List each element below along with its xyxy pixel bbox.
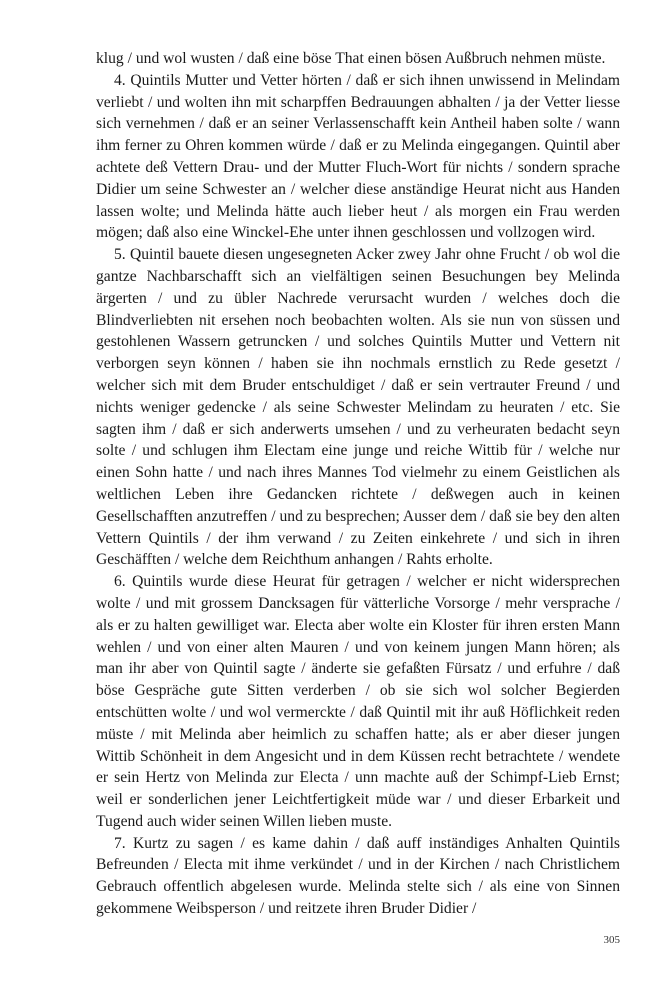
paragraph-continuation: klug / und wol wusten / daß eine böse That einen bösen Außbruch nehmen müste.	[96, 50, 606, 67]
body-text	[96, 48, 620, 920]
page-number: 305	[603, 934, 620, 946]
paragraph-4: 4. Quintils Mutter und Vetter hörten / daß er sich ihnen unwissend in Melindam verliebt / und wolten ihn mit scharpffen Bedrauungen abhalten / ja der Vetter liesse sich vernehmen / daß er an seiner Verlassenschafft kein Antheil haben solte / wann ihm ferner zu Ohren kommen würde / daß er zu Melinda eingegangen. Quintil aber achtete deß Vettern Drau- und der Mutter Fluch-Wort für nichts / sondern sprache Didier um seine Schwester an / welcher diese anständige Heurat nicht aus Handen lassen wolte; und Melinda hätte auch lieber heut / als morgen ein Frau werden mögen; daß also eine Winckel-Ehe unter ihnen geschlossen und vollzogen wird.	[96, 71, 620, 242]
paragraph-7: 7. Kurtz zu sagen / es kame dahin / daß auff inständiges Anhalten Quintils Befreunden / Electa mit ihme verkündet / und in der Kirchen / nach Christlichem Gebrauch offentlich abgelesen wurde. Melinda stelte sich / als eine von Sinnen gekommene Weibsperson / und reitzete ihren Bruder Didier /	[96, 834, 620, 918]
paragraph-6: 6. Quintils wurde diese Heurat für getragen / welcher er nicht widersprechen wolte / und mit grossem Dancksagen für vätterliche Vorsorge / mehr versprache / als er zu halten gewilliget war. Electa aber wolte ein Kloster für ihren ersten Mann wehlen / und von einer alten Mauren / und von keinem jungen Mann hören; als man ihr aber von Quintil sagte / änderte sie gefaßten Fürsatz / und erfuhre / daß böse Gespräche gute Sitten verderben / ob sie sich wol solcher Begierden entschütten wolte / und wol vermerckte / daß Quintil mit ihr auß Höflichkeit reden müste / mit Melinda aber heimlich zu schaffen hatte; als er aber dieser jungen Wittib Schönheit in dem Angesicht und in dem Küssen recht betrachtete / wendete er sein Hertz von Melinda zur Electa / unn machte auß der Schimpf-Lieb Ernst; weil er sonderlichen jener Leichtfertigkeit müde war / und dieser Erbarkeit und Tugend auch wider seinen Willen lieben muste.	[96, 573, 620, 830]
paragraph-5: 5. Quintil bauete diesen ungesegneten Acker zwey Jahr ohne Frucht / ob wol die gantze Nachbarschafft sich an vielfältigen seinen Besuchungen bey Melinda ärgerten / und zu übler Nachrede verursacht wurden / welches doch die Blindverliebten nit ersehen noch beobachten wolten. Als sie nun von süssen und gestohlenen Wassern getruncken / und solches Quintils Mutter und Vettern nit verborgen seyn können / haben sie ihn nochmals ernstlich zu Rede gesetzt / welcher sich mit dem Bruder entschuldiget / daß er sein vertrauter Freund / und nichts weniger gedencke / als seine Schwester Melindam zu heuraten / etc. Sie sagten ihm / daß er sich anderwerts umsehen / und zu verheuraten bedacht seyn solte / und schlugen ihm Electam eine junge und reiche Wittib für / welche nur einen Sohn hatte / und nach ihres Mannes Tod vielmehr zu einem Geistlichen als weltlichen Leben ihre Gedancken richtete / deßwegen auch in keinen Gesellschafften anzutreffen / und zu besprechen; Ausser dem / daß sie bey den alten Vettern Quintils / der ihm verwand / zu Zeiten einkehrete / und sich in ihren Geschäfften / welche dem Reichthum anhangen / Rahts erholte.	[96, 246, 620, 569]
